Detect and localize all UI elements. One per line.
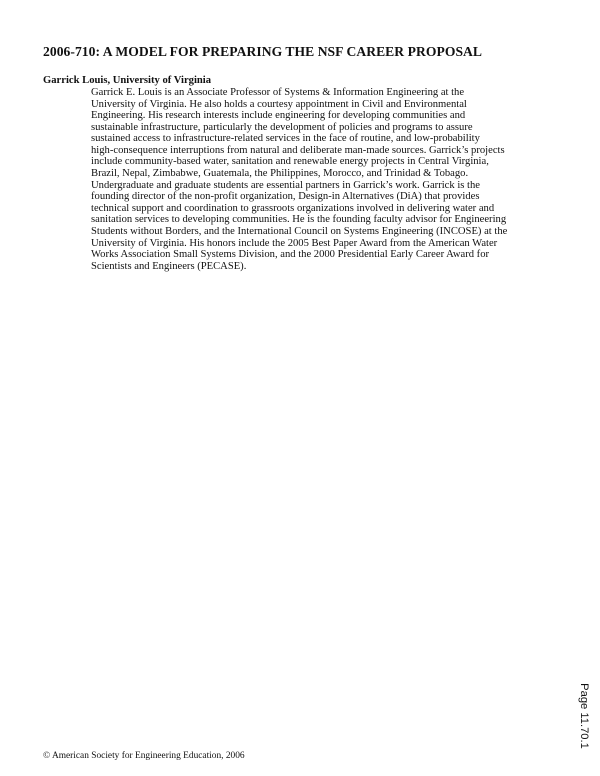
bio-line: sustainable infrastructure, particularly the development of policies and programs to assure [91,121,473,133]
bio-line: Brazil, Nepal, Zimbabwe, Guatemala, the Philippines, Morocco, and Trinidad & Tobago. [91,168,469,180]
bio-line: University of Virginia. His honors include the 2005 Best Paper Award from the American Water [91,237,498,249]
page-number-stamp: Page 11.70.1 [578,683,590,749]
bio-line: Scientists and Engineers (PECASE). [91,260,247,272]
bio-line: founding director of the non-profit organization, Design-in Alternatives (DiA) that provides [91,191,480,203]
copyright-footer: © American Society for Engineering Education, 2006 [43,751,245,761]
paper-title: 2006-710: A MODEL FOR PREPARING THE NSF CAREER PROPOSAL [43,44,483,59]
bio-line: Undergraduate and graduate students are essential partners in Garrick’s work. Garrick is the [91,179,480,191]
bio-line: include community-based water, sanitation and renewable energy projects in Central Virginia, [91,156,489,168]
bio-line: Students without Borders, and the International Council on Systems Engineering (INCOSE) at the [91,225,508,237]
author-biography [91,87,531,272]
author-line: Garrick Louis, University of Virginia [43,75,212,86]
bio-line: Garrick E. Louis is an Associate Professor of Systems & Information Engineering at the [91,87,465,98]
bio-line: technical support and coordination to grassroots organizations involved in delivering water and [91,202,495,214]
bio-line: sustained access to infrastructure-related services in the face of routine, and low-probability [91,133,480,145]
bio-line: sanitation services to developing communities. He is the founding faculty advisor for Engineering [91,214,507,226]
bio-line: high-consequence interruptions from natural and deliberate man-made sources. Garrick’s projects [91,144,505,156]
bio-line: Engineering. His research interests include engineering for developing communities and [91,110,466,122]
bio-line: Works Association Small Systems Division, and the 2000 Presidential Early Career Award for [91,249,490,261]
bio-line: University of Virginia. He also holds a courtesy appointment in Civil and Environmental [91,98,467,110]
